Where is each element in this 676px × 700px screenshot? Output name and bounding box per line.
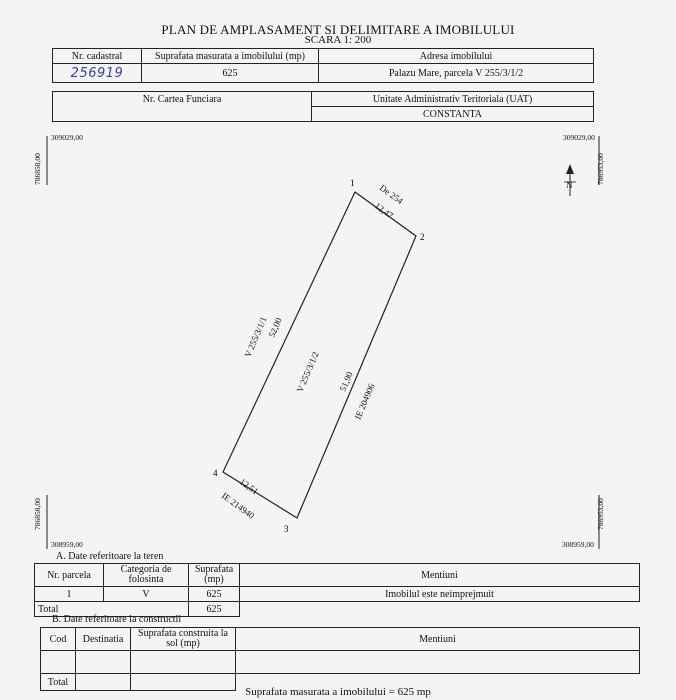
vertex-1: 1 <box>350 178 355 188</box>
col-suprafata: Suprafata (mp) <box>189 564 240 587</box>
col-destinatia: Destinatia <box>76 628 131 651</box>
north-letter: N <box>566 180 573 190</box>
col-categoria: Categoria de folosinta <box>104 564 189 587</box>
cell-categoria: V <box>104 587 189 602</box>
section-a-title: A. Date referitoare la teren <box>56 551 164 562</box>
uat-value: CONSTANTA <box>312 107 594 122</box>
cell-nr-parcela: 1 <box>35 587 104 602</box>
total-a-label: Total <box>35 602 189 617</box>
vertex-3: 3 <box>284 524 289 534</box>
total-b-label: Total <box>41 674 76 691</box>
parcel-label: V 255/3/1/2 <box>294 350 321 394</box>
table-row <box>41 651 640 674</box>
coord-left-top-y: 786858,00 <box>33 153 42 185</box>
side-1-2-length: 12,47 <box>372 200 396 221</box>
coord-top-left-x: 309029,00 <box>51 133 83 142</box>
carte-funciara-label: Nr. Cartea Funciara <box>142 94 222 105</box>
coord-right-top-y: 786953,00 <box>596 153 605 185</box>
neighbor-left-label: V 255/3/1/1 <box>242 315 269 359</box>
neighbor-bottom-label: IE 214940 <box>219 490 257 521</box>
adresa-label: Adresa imobilului <box>319 49 594 64</box>
table-row <box>35 587 640 602</box>
section-b-table <box>40 627 640 691</box>
neighbor-top-label: De 254 <box>377 182 405 207</box>
col-mentiuni: Mentiuni <box>240 564 640 587</box>
total-a-value: 625 <box>189 602 240 617</box>
coord-left-bottom-y: 786858,00 <box>33 498 42 530</box>
document-title: PLAN DE AMPLASAMENT SI DELIMITARE A IMOBILULUI <box>161 22 515 37</box>
section-b-title: B. Date referitoare la constructii <box>52 614 182 625</box>
footer-summary: Suprafata masurata a imobilului = 625 mp <box>245 686 431 698</box>
col-suprafata-construita: Suprafata construita la sol (mp) <box>131 628 236 651</box>
neighbor-right-label: IE 204906 <box>352 382 377 421</box>
vertex-2: 2 <box>420 232 425 242</box>
uat-label: Unitate Administrativ Teritoriala (UAT) <box>312 92 594 107</box>
nr-cadastral-value: 256919 <box>70 65 124 81</box>
col-cod: Cod <box>41 628 76 651</box>
side-2-3-length: 51,90 <box>337 370 355 393</box>
coord-right-bottom-y: 786953,00 <box>596 498 605 530</box>
coord-bottom-left-x: 308959,00 <box>51 540 83 549</box>
col-mentiuni-b: Mentiuni <box>236 628 640 651</box>
nr-cadastral-label: Nr. cadastral <box>53 49 142 64</box>
vertex-4: 4 <box>213 468 218 478</box>
cell-mentiuni: Imobilul este neimprejmuit <box>240 587 640 602</box>
suprafata-value: 625 <box>142 64 319 83</box>
coord-bottom-right-x: 308959,00 <box>562 540 594 549</box>
cell-suprafata: 625 <box>189 587 240 602</box>
adresa-value: Palazu Mare, parcela V 255/3/1/2 <box>319 64 594 83</box>
side-3-4-length: 12,51 <box>237 476 261 497</box>
side-4-1-length: 52,00 <box>266 316 284 339</box>
coord-top-right-x: 309029,00 <box>563 133 595 142</box>
section-a-table <box>34 563 640 617</box>
suprafata-label: Suprafata masurata a imobilului (mp) <box>142 49 319 64</box>
col-nr-parcela: Nr. parcela <box>35 564 104 587</box>
scale-label: SCARA 1: 200 <box>304 34 372 46</box>
